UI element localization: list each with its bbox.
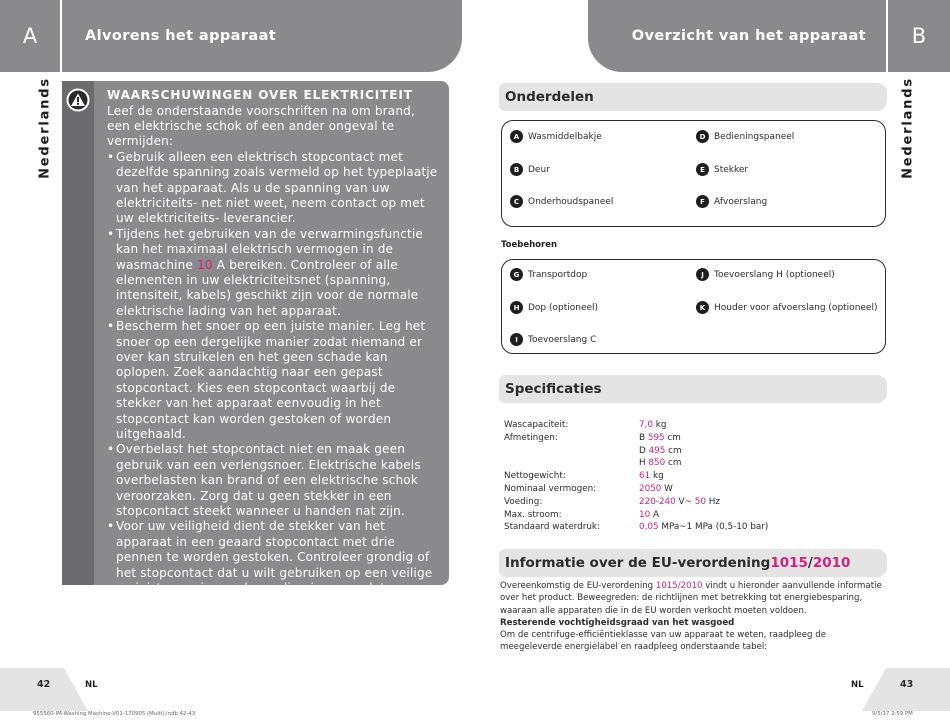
spec-unit: kg	[653, 420, 667, 430]
spec-value	[639, 445, 682, 458]
exclamation-warning-icon	[66, 88, 90, 112]
part-badge: A	[510, 130, 523, 143]
language-code-left: NL	[85, 680, 98, 690]
accessory-badge: J	[696, 268, 709, 281]
spec-row	[504, 521, 768, 534]
part-label: Wasmiddelbakje	[528, 131, 602, 142]
part-label: Afvoerslang	[714, 196, 768, 207]
warning-icon-strip	[62, 81, 94, 585]
language-code-right: NL	[851, 680, 864, 690]
warning-title: WAARSCHUWINGEN OVER ELEKTRICITEIT	[107, 88, 413, 102]
section-header-eu-regulation	[499, 549, 887, 577]
eu-paragraph-text: vindt u hieronder aanvullende informatie over het product. Beweegreden: de richtlijnen met betrekking tot energiebesparing, waaraan alle apparaten die in de EU worden verkocht moeten voldoen.	[500, 581, 882, 616]
spec-number: 495	[648, 445, 666, 456]
accessory-item	[696, 301, 877, 314]
spec-value	[639, 521, 768, 534]
part-item	[510, 130, 602, 143]
part-item	[696, 195, 767, 208]
eu-title-number: 2010	[812, 555, 851, 571]
print-slug-left: 955560-IM-Washing Machine-V01-170905 (Multi).indb 42-43	[33, 711, 196, 717]
part-badge: F	[696, 195, 709, 208]
part-label: Bedieningspaneel	[714, 131, 795, 142]
accessories-list-box	[501, 259, 886, 354]
language-side-label-left: Nederlands	[37, 77, 53, 179]
part-item	[696, 163, 748, 176]
accessory-badge: H	[510, 301, 523, 314]
spec-row	[504, 496, 768, 509]
page-number-left: 42	[37, 679, 51, 690]
spec-row	[504, 432, 768, 445]
left-page-title: Alvorens het apparaat	[62, 0, 462, 72]
highlight-number: 10	[197, 257, 213, 272]
spec-unit: V~	[675, 496, 695, 507]
spec-number: 0,05	[639, 522, 659, 533]
spec-value	[639, 419, 666, 432]
spec-unit: cm	[665, 445, 682, 456]
part-label: Deur	[528, 164, 550, 175]
part-label: Stekker	[714, 164, 749, 175]
accessory-item	[696, 268, 835, 281]
spec-row	[504, 445, 768, 458]
spec-number: 2050	[639, 483, 662, 494]
section-letter-b: B	[888, 0, 950, 72]
warning-bullet: • Voor uw veiligheid dient de stekker van het apparaat in een geaard stopcontact met drie pennen te worden gestoken. Controleer grondig of het stopcontact dat u wilt gebruiken op een veilige en juiste manier op de aarding is aangesloten.	[107, 519, 441, 596]
warning-bullet: • Gebruik alleen een elektrisch stopcontact met dezelfde spanning zoals vermeld op het typeplaatje van het apparaat. Als u de spanning van uw elektriciteits- net niet weet, neem contact op met uw elektriciteits- leverancier.	[107, 150, 441, 227]
print-slug-right: 9/5/17 2:59 PM	[872, 711, 913, 717]
spec-row	[504, 509, 768, 522]
part-item	[696, 130, 794, 143]
eu-paragraph-text: Overeenkomstig de EU-verordening	[500, 581, 656, 591]
spec-value	[639, 483, 673, 496]
accessory-item	[510, 301, 598, 314]
spec-label-empty	[504, 445, 639, 458]
eu-subtitle: Resterende vochtigheidsgraad van het wasgoed	[500, 617, 735, 628]
accessory-label: Transportdop	[528, 269, 588, 280]
spec-number: 61	[639, 471, 651, 482]
part-item	[510, 163, 550, 176]
accessory-label: Dop (optioneel)	[528, 302, 599, 313]
spec-unit: cm	[664, 432, 681, 443]
spec-unit: kg	[650, 471, 664, 482]
spec-number: 7,0	[639, 420, 653, 430]
spec-table	[504, 419, 768, 534]
eu-title-text: Informatie over de EU-verordening	[505, 555, 771, 571]
eu-title-separator: /	[807, 555, 813, 571]
spec-label: Nettogewicht:	[504, 471, 566, 482]
spec-value	[639, 496, 720, 509]
warning-bullet: • Bescherm het snoer op een juiste manier. Leg het snoer op een dergelijke manier zodat niemand er over kan struikelen en het geen schade kan oplopen. Zoek aandachtig naar een gepast stopcontact. Kies een stopcontact waarbij de stekker van het apparaat eenvoudig in het stopcontact kan worden gestoken of worden uitgehaald.	[107, 319, 441, 442]
accessory-label: Houder voor afvoerslang (optioneel)	[714, 302, 878, 313]
spec-number: 10	[639, 509, 651, 520]
eu-regulation-text	[500, 580, 890, 654]
eu-paragraph: Om de centrifuge-efficiëntieklasse van uw apparaat te weten, raadpleeg de meegeleverde energielabel en raadpleeg onderstaande tabel:	[500, 630, 826, 653]
accessory-label: Toevoerslang H (optioneel)	[714, 269, 835, 280]
spec-label: Standaard waterdruk:	[504, 522, 600, 533]
accessory-item	[510, 268, 587, 281]
page-number-right: 43	[900, 679, 914, 690]
warning-text-block	[107, 88, 441, 597]
spec-label: Wascapaciteit:	[504, 420, 569, 430]
spec-unit: cm	[665, 458, 682, 469]
spec-unit: MPa~1 MPa (0,5-10 bar)	[658, 522, 769, 533]
part-badge: D	[696, 130, 709, 143]
spec-prefix: B	[639, 432, 648, 443]
accessory-item	[510, 333, 596, 346]
right-page-title: Overzicht van het apparaat	[588, 0, 886, 72]
warning-bullet-text: A bereiken. Controleer of alle elementen in uw elektriciteitsnet (spanning, intensiteit, kabels) geschikt zijn voor de normale elektrische lading van het apparaat.	[116, 257, 419, 318]
section-header-specs: Specificaties	[499, 375, 887, 403]
part-badge: C	[510, 195, 523, 208]
spec-value	[639, 470, 664, 483]
part-label: Onderhoudspaneel	[528, 196, 614, 207]
part-item	[510, 195, 613, 208]
spec-label: Afmetingen:	[504, 432, 558, 443]
warning-bullet-text: Tijdens het gebruiken van de verwarmingsfunctie kan het maximaal elektrisch vermogen in de wasmachine	[116, 226, 423, 272]
section-header-parts: Onderdelen	[499, 83, 887, 111]
spec-row	[504, 483, 768, 496]
part-badge: E	[696, 163, 709, 176]
accessory-badge: I	[510, 333, 523, 346]
warning-bullet	[107, 227, 441, 319]
spec-label-empty	[504, 457, 639, 470]
language-side-label-right: Nederlands	[900, 77, 916, 179]
spec-label: Voeding:	[504, 496, 543, 507]
warning-bullet: • Overbelast het stopcontact niet en maak geen gebruik van een verlengsnoer. Elektrische kabels overbelasten kan brand of een elektrische schok veroorzaken. Zorg dat u geen stekker in een stopcontact steekt wanneer u handen nat zijn.	[107, 442, 441, 519]
spec-label: Nominaal vermogen:	[504, 483, 597, 494]
spec-row	[504, 470, 768, 483]
spec-row	[504, 457, 768, 470]
spec-value	[639, 432, 681, 445]
spec-row	[504, 419, 768, 432]
spec-value	[639, 509, 659, 522]
eu-title-number: 1015	[770, 555, 808, 571]
section-letter-a: A	[0, 0, 60, 72]
accessory-badge: K	[696, 301, 709, 314]
spec-prefix: H	[639, 458, 649, 469]
eu-paragraph	[500, 580, 890, 617]
spec-label: Max. stroom:	[504, 509, 562, 520]
part-badge: B	[510, 163, 523, 176]
accessory-label: Toevoerslang C	[528, 334, 597, 345]
eu-regulation-number: 1015/2010	[655, 581, 703, 591]
parts-list-box	[501, 120, 886, 227]
spec-number: 220-240	[639, 496, 676, 507]
spec-number: 850	[648, 458, 666, 469]
warning-intro: Leef de onderstaande voorschriften na om brand, een elektrische schok of een ander ongeval te vermijden:	[107, 103, 415, 149]
accessories-title: Toebehoren	[501, 240, 558, 250]
spec-number: 50	[694, 496, 706, 507]
spec-value	[639, 457, 681, 470]
spec-unit: W	[661, 483, 673, 494]
spec-number: 595	[647, 432, 665, 443]
spec-prefix: D	[639, 445, 649, 456]
spec-unit: A	[650, 509, 660, 520]
accessory-badge: G	[510, 268, 523, 281]
spec-unit: Hz	[705, 496, 720, 507]
